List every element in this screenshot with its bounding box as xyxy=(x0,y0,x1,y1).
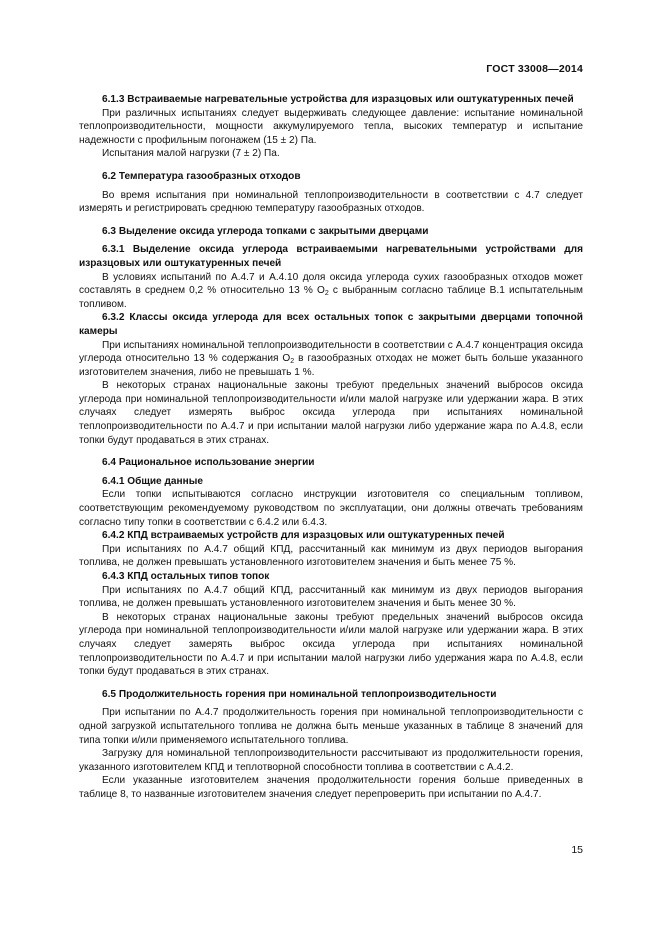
heading-6-4-3: 6.4.3 КПД остальных типов топок xyxy=(102,571,270,582)
paragraph: В условиях испытаний по А.4.7 и А.4.10 доля оксида углерода сухих газообразных отходов может составлять в среднем 0,2 % относительно 13 % $O_2$ с выбранным согласно таблице В.1 испытательным топливом. xyxy=(79,271,583,310)
heading-6-3-2: 6.3.2 Классы оксида углерода для всех остальных топок с закрытыми дверцами топочной камеры xyxy=(79,312,583,337)
heading-6-3: 6.3 Выделение оксида углерода топками с закрытыми дверцами xyxy=(102,225,429,237)
paragraph: При испытаниях по А.4.7 общий КПД, рассчитанный как минимум из двух периодов выгорания топлива, не должен превышать установленного изготовителем значения и быть менее 30 %. xyxy=(79,584,583,610)
paragraph: В некоторых странах национальные законы требуют предельных значений выбросов оксида углерода при номинальной теплопроизводительности и/или малой нагрузке или удержании жара. В этих случаях следует измерять выброс оксида углерода при испытаниях номинальной теплопроизводительности по А.4.7 и при испытании малой нагрузки либо удержание жара по А.4.8, если топки будут продаваться в этих странах. xyxy=(79,380,583,446)
paragraph: Во время испытания при номинальной теплопроизводительности в соответствии с 4.7 следует измерять и регистрировать среднюю температуру газообразных отходов. xyxy=(79,189,583,215)
heading-6-4: 6.4 Рациональное использование энергии xyxy=(102,457,315,469)
paragraph: Если топки испытываются согласно инструкции изготовителя со специальным топливом, соответствующим рекомендуемому руководством по эксплуатации, они должны отвечать требованиям согласно типу топки в соответствии с 6.4.2 или 6.4.3. xyxy=(79,489,583,528)
standard-header: ГОСТ 33008—2014 xyxy=(486,63,583,75)
paragraph: При испытаниях номинальной теплопроизводительности в соответствии с А.4.7 концентрация оксида углерода относительно 13 % содержания $O_2$ в газообразных отходах не может быть больше указанного изготовителем значения, либо не превышать 1 %. xyxy=(79,339,583,378)
paragraph: При различных испытаниях следует выдерживать следующее давление: испытание номинальной теплопроизводительности, мощности аккумулируемого тепла, высоких температур и испытание надежности с профильным погонажем (15 ± 2) Па. xyxy=(79,107,583,146)
heading-6-5: 6.5 Продолжительность горения при номинальной теплопроизводительности xyxy=(102,688,497,700)
document-body xyxy=(79,93,583,802)
heading-6-1-3: 6.1.3 Встраиваемые нагревательные устройства для изразцовых или оштукатуренных печей xyxy=(102,94,574,105)
page-number: 15 xyxy=(571,844,583,856)
paragraph: Испытания малой нагрузки (7 ± 2) Па. xyxy=(102,148,280,160)
paragraph: При испытании по А.4.7 продолжительность горения при номинальной теплопроизводительности с одной загрузкой испытательного топлива не должна быть меньше указанных в таблице 8 значений для типа топки и/или применяемого испытательного топлива. xyxy=(79,707,583,746)
paragraph: Если указанные изготовителем значения продолжительности горения больше приведенных в таблице 8, то названные изготовителем значения следует перепроверить при испытании по А.4.7. xyxy=(79,775,583,800)
paragraph: При испытаниях по А.4.7 общий КПД, рассчитанный как минимум из двух периодов выгорания топлива, не должен превышать установленного изготовителем значения и быть менее 75 %. xyxy=(79,543,583,569)
paragraph: Загрузку для номинальной теплопроизводительности рассчитывают из продолжительности горения, указанного изготовителем КПД и теплотворной способности топлива в соответствии с А.4.2. xyxy=(79,748,583,773)
heading-6-4-2: 6.4.2 КПД встраиваемых устройств для изразцовых или оштукатуренных печей xyxy=(102,530,505,542)
heading-6-2: 6.2 Температура газообразных отходов xyxy=(102,170,301,182)
heading-6-4-1: 6.4.1 Общие данные xyxy=(102,475,203,487)
paragraph: В некоторых странах национальные законы требуют предельных значений выбросов оксида углерода при номинальной теплопроизводительности и/или малой нагрузке или удержании жара. В этих случаях следует замерять выброс оксида углерода при испытаниях номинальной теплопроизводительности по А.4.7 и при испытании малой нагрузки либо удержания жара по А.4.8, если топки будут продаваться в этих странах. xyxy=(79,611,583,678)
heading-6-3-1: 6.3.1 Выделение оксида углерода встраиваемыми нагревательными устройствами для изразцовых или оштукатуренных печей xyxy=(79,244,583,269)
